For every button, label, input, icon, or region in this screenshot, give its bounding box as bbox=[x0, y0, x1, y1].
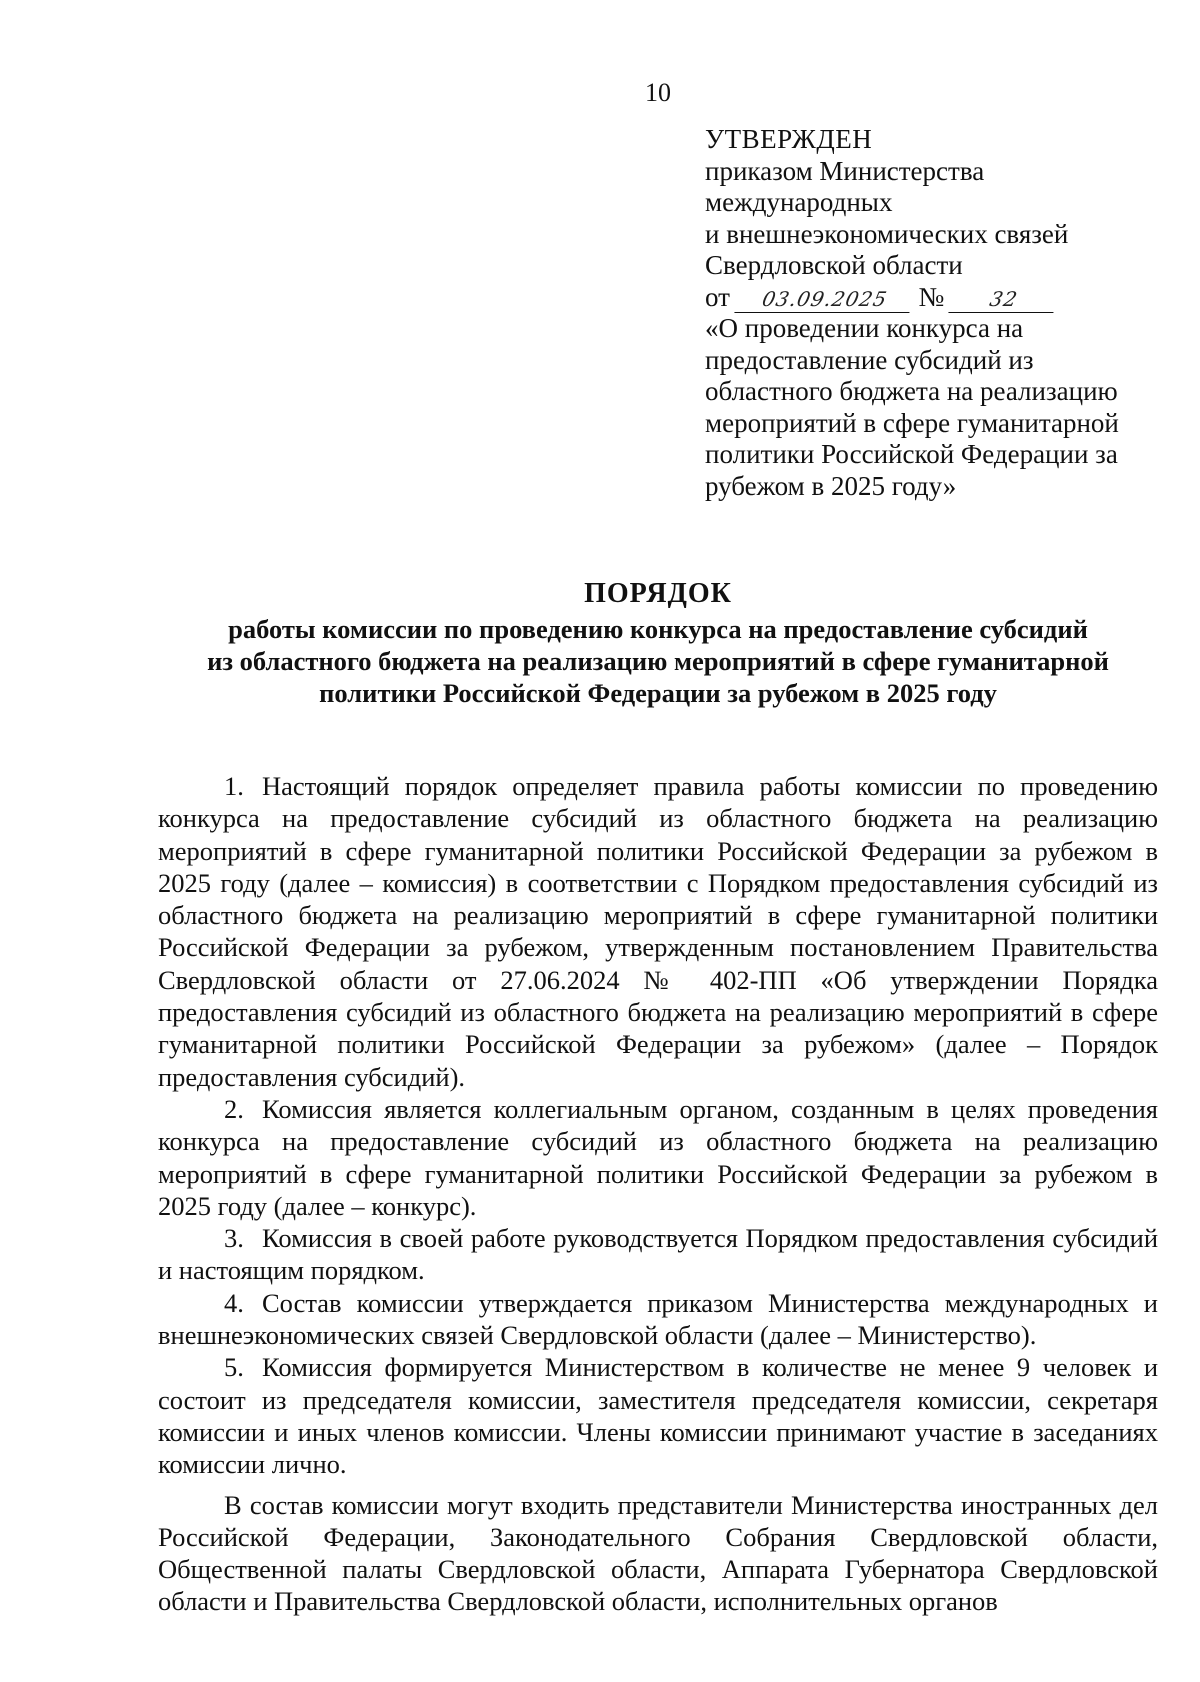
paragraph bbox=[158, 1222, 1158, 1287]
paragraph bbox=[158, 1287, 1158, 1352]
paragraph bbox=[158, 1351, 1158, 1480]
paragraph-text: В состав комиссии могут входить представители Министерства иностранных дел Российской Федерации, Законодательного Собрания Свердловской области, Общественной палаты Свердловской области, Аппарата Губернатора Свердловской области и Правительства Свердловской области, исполнительных органов bbox=[158, 1489, 1158, 1617]
approval-stamp bbox=[705, 124, 1175, 502]
approval-subject-line: областного бюджета на реализацию bbox=[705, 376, 1118, 406]
approval-line: приказом Министерства bbox=[705, 155, 985, 186]
handwritten-date: 03.09.2025 bbox=[734, 288, 914, 313]
paragraph-text: Комиссия является коллегиальным органом, созданным в целях проведения конкурса на предоставление субсидий из областного бюджета на реализацию мероприятий в сфере гуманитарной политики Российской Федерации за рубежом в 2025 году (далее – конкурс). bbox=[158, 1093, 1158, 1221]
document-subtitle-line: работы комиссии по проведению конкурса на предоставление субсидий bbox=[228, 614, 1088, 644]
paragraph-number: 1. bbox=[224, 771, 244, 801]
approval-subject-line: предоставление субсидий из bbox=[705, 344, 1034, 375]
approval-subject-line: мероприятий в сфере гуманитарной bbox=[705, 407, 1119, 438]
paragraph-text: Комиссия формируется Министерством в количестве не менее 9 человек и состоит из председателя комиссии, заместителя председателя комиссии, секретаря комиссии и иных членов комиссии. Члены комиссии принимают участие в заседаниях комиссии лично. bbox=[158, 1352, 1158, 1480]
document-subtitle-line: политики Российской Федерации за рубежом в 2025 году bbox=[319, 678, 997, 708]
approval-line: и внешнеэкономических связей bbox=[705, 218, 1069, 249]
paragraph-number: 3. bbox=[224, 1223, 244, 1254]
paragraph-text: Комиссия в своей работе руководствуется Порядком предоставления субсидий и настоящим порядком. bbox=[158, 1223, 1158, 1286]
paragraph bbox=[158, 1093, 1158, 1222]
approval-subject-line: «О проведении конкурса на bbox=[705, 313, 1024, 343]
date-prefix: от bbox=[705, 281, 730, 312]
number-sign: № bbox=[918, 281, 945, 312]
paragraph bbox=[158, 770, 1158, 1093]
paragraph-number: 4. bbox=[224, 1287, 244, 1318]
document-body bbox=[158, 770, 1158, 1618]
approval-title: УТВЕРЖДЕН bbox=[705, 124, 873, 154]
approval-subject-line: политики Российской Федерации за bbox=[705, 439, 1118, 469]
paragraph-number: 2. bbox=[224, 1093, 244, 1124]
paragraph bbox=[158, 1489, 1158, 1618]
approval-line: международных bbox=[705, 187, 893, 217]
approval-line: Свердловской области bbox=[705, 250, 963, 280]
approval-date-line bbox=[705, 282, 1175, 314]
document-title: ПОРЯДОК bbox=[584, 578, 732, 609]
paragraph-number: 5. bbox=[224, 1352, 244, 1383]
approval-subject-line: рубежом в 2025 году» bbox=[705, 470, 957, 501]
handwritten-number: 32 bbox=[948, 288, 1058, 313]
page-number: 10 bbox=[645, 78, 671, 107]
paragraph-text: Состав комиссии утверждается приказом Министерства международных и внешнеэкономических связей Свердловской области (далее – Министерство). bbox=[158, 1287, 1158, 1351]
document-heading bbox=[150, 577, 1166, 709]
paragraph-text: Настоящий порядок определяет правила работы комиссии по проведению конкурса на предоставление субсидий из областного бюджета на реализацию мероприятий в сфере гуманитарной политики Российской Федерации за рубежом в 2025 году (далее – комиссия) в соответствии с Порядком предоставления субсидий из областного бюджета на реализацию мероприятий в сфере гуманитарной политики Российской Федерации за рубежом, утвержденным постановлением Правительства Свердловской области от 27.06.2024 № 402-ПП «Об утверждении Порядка предоставления субсидий из областного бюджета на реализацию мероприятий в сфере гуманитарной политики Российской Федерации за рубежом» (далее – Порядок предоставления субсидий). bbox=[158, 771, 1158, 1092]
document-subtitle-line: из областного бюджета на реализацию мероприятий в сфере гуманитарной bbox=[207, 646, 1109, 676]
